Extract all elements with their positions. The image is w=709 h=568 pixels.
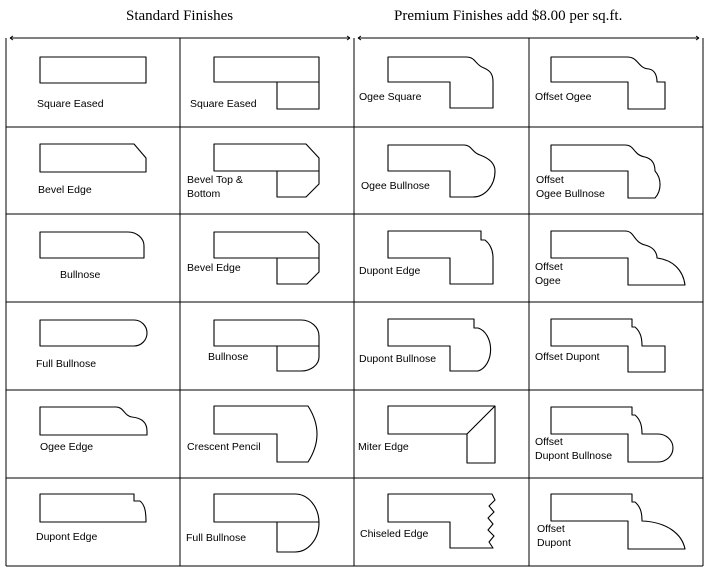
profile-label: Ogee Square (359, 91, 422, 103)
profile-label: Offset Ogee (535, 91, 592, 103)
profile-full-bullnose (40, 320, 147, 346)
profile-bevel (40, 144, 146, 172)
premium-finishes-header: Premium Finishes add $8.00 per sq.ft. (394, 8, 623, 24)
standard-finishes-header: Standard Finishes (126, 8, 234, 24)
profile-label: Bevel Edge (187, 262, 241, 274)
profile-bullnose (40, 232, 144, 258)
profile-label: Square Eased (190, 98, 257, 110)
profile-ogee (40, 407, 147, 435)
profile-label: Offset Dupont (537, 523, 571, 549)
profile-label: Crescent Pencil (187, 441, 261, 453)
profile-label: Full Bullnose (186, 532, 247, 544)
profile-offset-dupont-curve (551, 494, 685, 549)
profile-label: Offset Ogee (535, 261, 563, 287)
profile-offset-dupont-lam (551, 319, 665, 372)
profile-label: Full Bullnose (36, 358, 97, 370)
profile-dupont (40, 494, 146, 522)
profile-label: Ogee Edge (40, 441, 94, 453)
profile-miter (388, 406, 495, 463)
profile-label: Offset Ogee Bullnose (536, 174, 605, 200)
profile-label: Chiseled Edge (360, 528, 429, 540)
profile-bevel-lam (214, 232, 319, 284)
profile-label: Bullnose (208, 351, 249, 363)
profile-label: Ogee Bullnose (361, 180, 430, 192)
profile-label: Dupont Edge (359, 265, 421, 277)
profile-label: Offset Dupont (535, 351, 600, 363)
profile-label: Offset Dupont Bullnose (535, 436, 613, 462)
profile-label: Bevel Edge (38, 184, 92, 196)
profile-label: Bevel Top & Bottom (187, 174, 243, 200)
profile-label: Dupont Bullnose (359, 353, 437, 365)
profile-offset-ogee-lamcurve (551, 231, 685, 285)
profile-label: Dupont Edge (36, 531, 98, 543)
profile-label: Bullnose (60, 269, 101, 281)
profile-square (40, 57, 146, 83)
profile-label: Square Eased (37, 98, 104, 110)
profile-label: Miter Edge (358, 441, 409, 453)
